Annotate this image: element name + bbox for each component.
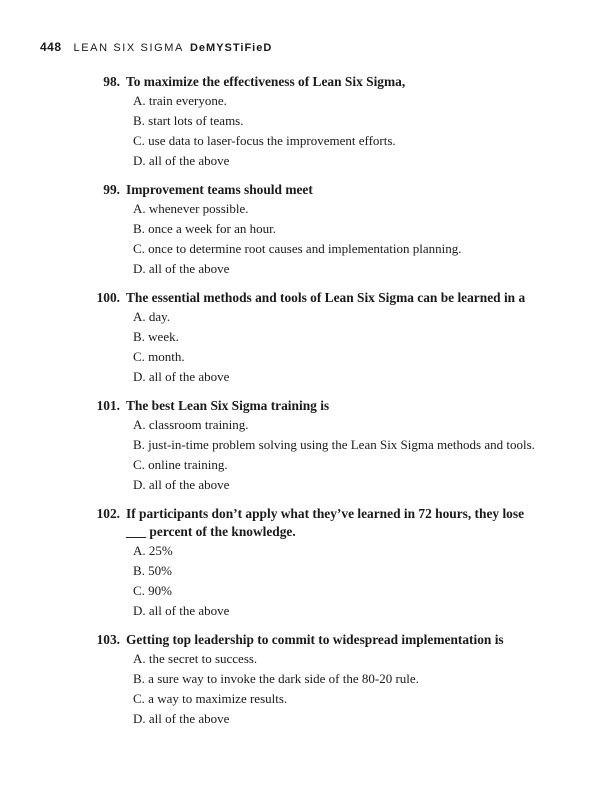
option-text: just-in-time problem solving using the Lean Six Sigma methods and tools. (148, 437, 535, 452)
option-text: a sure way to invoke the dark side of the 80-20 rule. (148, 671, 419, 686)
answer-option (0, 689, 612, 709)
book-subtitle: DeMYSTiFieD (189, 42, 273, 54)
question-text: Improvement teams should meet (126, 182, 313, 197)
option-text: all of the above (148, 603, 230, 618)
option-text: all of the above (148, 153, 230, 168)
option-letter: A. (133, 543, 146, 558)
question-block (0, 181, 612, 279)
answer-option (0, 131, 612, 151)
answer-option (0, 347, 612, 367)
question-number: 100. (96, 290, 120, 305)
option-letter: A. (133, 417, 146, 432)
question-number: 101. (96, 398, 120, 413)
answer-option (0, 541, 612, 561)
answer-option (0, 307, 612, 327)
option-letter: A. (133, 309, 146, 324)
question-stem (0, 181, 612, 199)
option-letter: D. (133, 603, 146, 618)
question-text: The best Lean Six Sigma training is (126, 398, 330, 413)
option-letter: C. (133, 349, 145, 364)
question-number: 103. (96, 632, 120, 647)
question-block (0, 505, 612, 621)
answer-option (0, 435, 612, 455)
option-text: once to determine root causes and implementation planning. (148, 241, 462, 256)
option-text: start lots of teams. (148, 113, 244, 128)
running-header (40, 40, 272, 54)
option-letter: C. (133, 133, 145, 148)
option-text: a way to maximize results. (148, 691, 288, 706)
answer-option (0, 649, 612, 669)
answer-option (0, 259, 612, 279)
question-number: 102. (96, 506, 120, 521)
question-stem (0, 505, 612, 541)
option-letter: A. (133, 201, 146, 216)
option-text: all of the above (148, 261, 230, 276)
option-letter: D. (133, 477, 146, 492)
option-letter: C. (133, 241, 145, 256)
book-title: LEAN SIX SIGMA (73, 42, 184, 54)
answer-option (0, 111, 612, 131)
option-letter: A. (133, 93, 146, 108)
question-block (0, 397, 612, 495)
option-text: 90% (148, 583, 173, 598)
answer-option (0, 91, 612, 111)
option-text: all of the above (148, 711, 230, 726)
option-text: train everyone. (148, 93, 227, 108)
question-text: Getting top leadership to commit to widespread implementation is (126, 632, 504, 647)
option-text: month. (148, 349, 185, 364)
option-text: 50% (148, 563, 173, 578)
option-letter: D. (133, 261, 146, 276)
question-text: If participants don’t apply what they’ve learned in 72 hours, they lose ___ percent of the knowledge. (126, 506, 525, 539)
option-letter: D. (133, 153, 146, 168)
answer-option (0, 475, 612, 495)
option-text: the secret to success. (148, 651, 258, 666)
answer-option (0, 367, 612, 387)
option-letter: C. (133, 583, 145, 598)
option-letter: B. (133, 671, 145, 686)
option-letter: D. (133, 369, 146, 384)
option-text: classroom training. (148, 417, 249, 432)
question-text: The essential methods and tools of Lean Six Sigma can be learned in a (126, 290, 526, 305)
answer-option (0, 327, 612, 347)
option-text: use data to laser-focus the improvement efforts. (148, 133, 396, 148)
question-block (0, 73, 612, 171)
question-block (0, 631, 612, 729)
answer-option (0, 151, 612, 171)
question-list (0, 73, 612, 739)
option-text: online training. (148, 457, 228, 472)
question-number: 99. (103, 182, 120, 197)
answer-option (0, 669, 612, 689)
answer-option (0, 199, 612, 219)
answer-option (0, 455, 612, 475)
option-letter: B. (133, 437, 145, 452)
question-block (0, 289, 612, 387)
option-text: once a week for an hour. (148, 221, 276, 236)
question-number: 98. (103, 74, 120, 89)
question-stem (0, 631, 612, 649)
option-letter: A. (133, 651, 146, 666)
option-text: day. (148, 309, 171, 324)
page-number: 448 (40, 40, 62, 54)
option-text: all of the above (148, 369, 230, 384)
option-text: whenever possible. (148, 201, 249, 216)
answer-option (0, 581, 612, 601)
answer-option (0, 601, 612, 621)
answer-option (0, 219, 612, 239)
option-letter: D. (133, 711, 146, 726)
answer-option (0, 239, 612, 259)
option-text: all of the above (148, 477, 230, 492)
question-stem (0, 73, 612, 91)
option-text: 25% (148, 543, 173, 558)
answer-option (0, 561, 612, 581)
option-letter: B. (133, 221, 145, 236)
option-letter: B. (133, 113, 145, 128)
answer-option (0, 415, 612, 435)
option-text: week. (148, 329, 179, 344)
question-stem (0, 289, 612, 307)
option-letter: C. (133, 457, 145, 472)
option-letter: C. (133, 691, 145, 706)
option-letter: B. (133, 563, 145, 578)
question-text: To maximize the effectiveness of Lean Six Sigma, (126, 74, 406, 89)
option-letter: B. (133, 329, 145, 344)
answer-option (0, 709, 612, 729)
question-stem (0, 397, 612, 415)
